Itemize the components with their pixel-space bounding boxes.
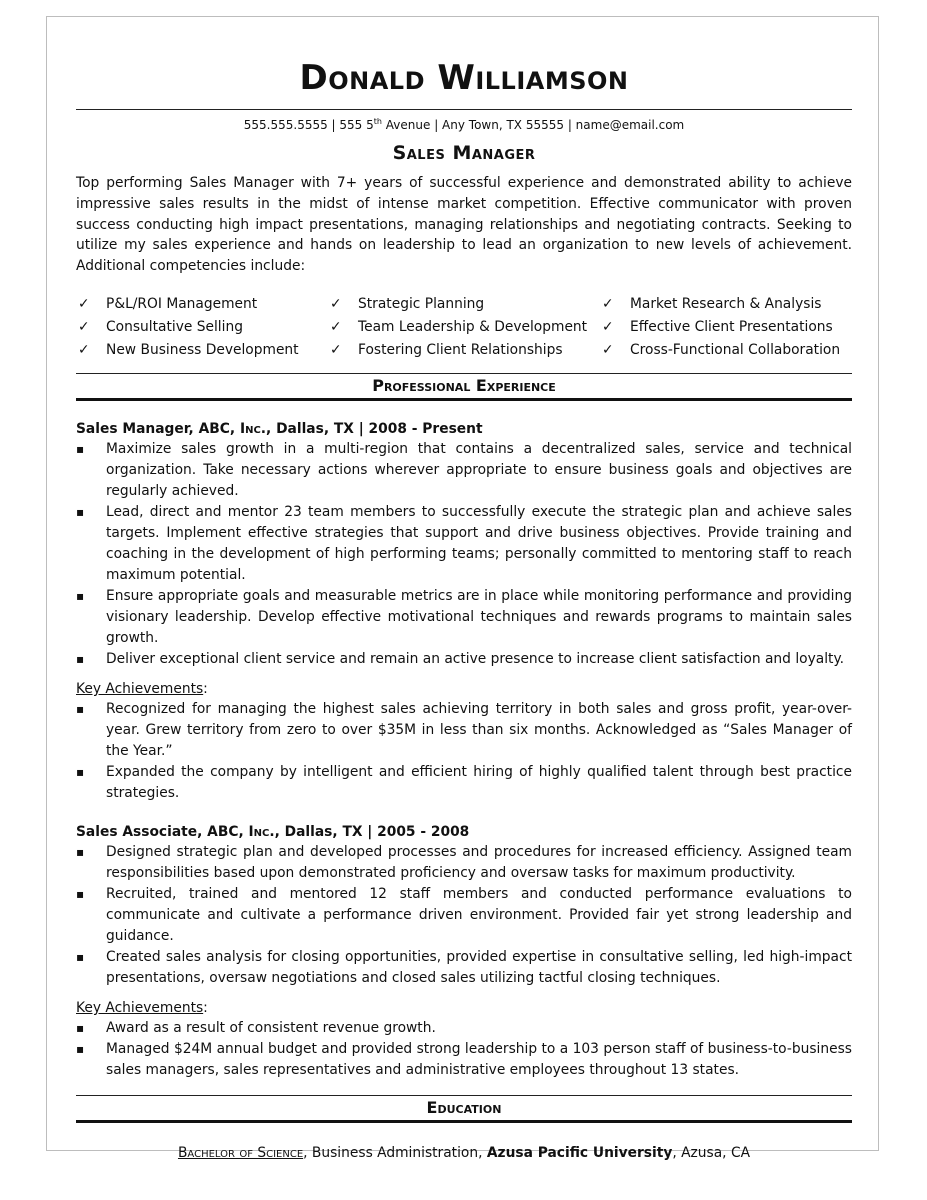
skill-label: Strategic Planning [358,295,485,312]
section-bottom-rule [76,1120,852,1123]
field-of-study: , Business Administration, [303,1144,487,1161]
skill-label: P&L/ROI Management [106,295,258,312]
degree: Bachelor of Science [177,1144,304,1161]
list-item: ▪ Designed strategic plan and developed processes and procedures for increased efficiency. Assigned team responsibilities based upon demonstrated proficiency and oversaw tasks for maximum productivity. [76,842,852,884]
job-role: Sales Associate, [76,823,208,840]
achievements-heading: Key Achievements: [76,999,208,1016]
skill-item [600,339,852,362]
skill-item [76,316,328,339]
header-divider [76,109,852,110]
skill-label: Team Leadership & Development [358,318,588,335]
check-icon: ✓ [330,341,342,358]
list-item: ▪ Ensure appropriate goals and measurable metrics are in place while monitoring performance and providing visionary leadership. Develop effective motivational techniques and rewards programs to maintain sales growth. [76,586,852,649]
job-duties [76,842,852,989]
contact-text-1: 555.555.5555 | 555 5 [243,118,374,132]
skill-label: New Business Development [106,341,299,358]
skill-label: Market Research & Analysis [630,295,822,312]
check-icon: ✓ [602,341,614,358]
achievements-label: Key Achievements [76,999,204,1016]
achievements-label: Key Achievements [76,680,204,697]
skill-item [76,339,328,362]
section-heading-education: Education [426,1097,502,1117]
list-item: ▪ Recruited, trained and mentored 12 staff members and conducted performance evaluations to communicate and cultivate a performance driven environment. Provided fair yet strong leadership and guidance. [76,884,852,947]
skill-label: Effective Client Presentations [630,318,833,335]
skill-item [600,316,852,339]
job-details: , Dallas, TX | 2005 - 2008 [274,823,470,840]
list-item: ▪ Award as a result of consistent revenue growth. [76,1018,852,1039]
list-item: ▪ Deliver exceptional client service and remain an active presence to increase client satisfaction and loyalty. [76,649,852,670]
job-role: Sales Manager, [76,420,199,437]
check-icon: ✓ [602,295,614,312]
list-item: ▪ Expanded the company by intelligent and efficient hiring of highly qualified talent through best practice strategies. [76,762,852,804]
check-icon: ✓ [330,318,342,335]
section-heading-experience: Professional Experience [372,375,556,395]
check-icon: ✓ [330,295,342,312]
job-company: ABC, Inc. [198,420,267,437]
section-bottom-rule [76,398,852,401]
job-details: , Dallas, TX | 2008 - Present [266,420,483,437]
job-title: Sales Manager [392,142,536,164]
contact-line [76,114,852,133]
skill-label: Consultative Selling [106,318,243,335]
skill-item [328,293,600,316]
school-location: , Azusa, CA [672,1144,751,1161]
job-heading [76,419,852,439]
skill-item [328,339,600,362]
skill-label: Cross-Functional Collaboration [630,341,841,358]
profile-summary: Top performing Sales Manager with 7+ years of successful experience and demonstrated ability to achieve impressive sales results in the midst of intense market competition. Effective communicator with proven success conducting high impact presentations, managing relationships and negotiating contracts. Seeking to utilize my sales experience and hands on leadership to lead an organization to new levels of achievement. Additional competencies include: [76,175,852,275]
skill-label: Fostering Client Relationships [358,341,563,358]
achievements-heading: Key Achievements: [76,680,208,697]
experience-section [76,373,852,1081]
check-icon: ✓ [78,341,90,358]
check-icon: ✓ [78,318,90,335]
job-heading [76,822,852,842]
list-item: ▪ Managed $24M annual budget and provided strong leadership to a 103 person staff of business-to-business sales managers, sales representatives and administrative employees throughout 13 states. [76,1039,852,1081]
skill-item [600,293,852,316]
education-section [76,1095,852,1163]
job-company: ABC, Inc. [207,823,275,840]
education-entry [76,1143,852,1163]
contact-superscript: th [373,117,382,126]
candidate-name: Donald Williamson [299,58,629,98]
list-item: ▪ Maximize sales growth in a multi-region that contains a decentralized sales, service and technical organization. Take necessary actions wherever appropriate to ensure business goals and objectives are regularly achieved. [76,439,852,502]
resume [76,58,852,1163]
contact-text-2: Avenue | Any Town, TX 55555 | name@email.com [381,118,685,132]
check-icon: ✓ [602,318,614,335]
achievements-list [76,699,852,804]
list-item: ▪ Created sales analysis for closing opportunities, provided expertise in consultative selling, led high-impact presentations, oversaw negotiations and closed sales utilizing tactful closing techniques. [76,947,852,989]
skill-item [328,316,600,339]
school-name: Azusa Pacific University [486,1144,673,1161]
skill-item [76,293,328,316]
list-item: ▪ Lead, direct and mentor 23 team members to successfully execute the strategic plan and achieve sales targets. Implement effective strategies that support and drive business objectives. Provide training and coaching in the development of high performing teams; personally committed to mentoring staff to reach maximum potential. [76,502,852,586]
skills-grid [76,293,852,362]
check-icon: ✓ [78,295,90,312]
achievements-list [76,1018,852,1081]
list-item: ▪ Recognized for managing the highest sales achieving territory in both sales and gross profit, year-over-year. Grew territory from zero to over $35M in less than six months. Acknowledged as “Sales Manager of the Year.” [76,699,852,762]
job-duties [76,439,852,670]
